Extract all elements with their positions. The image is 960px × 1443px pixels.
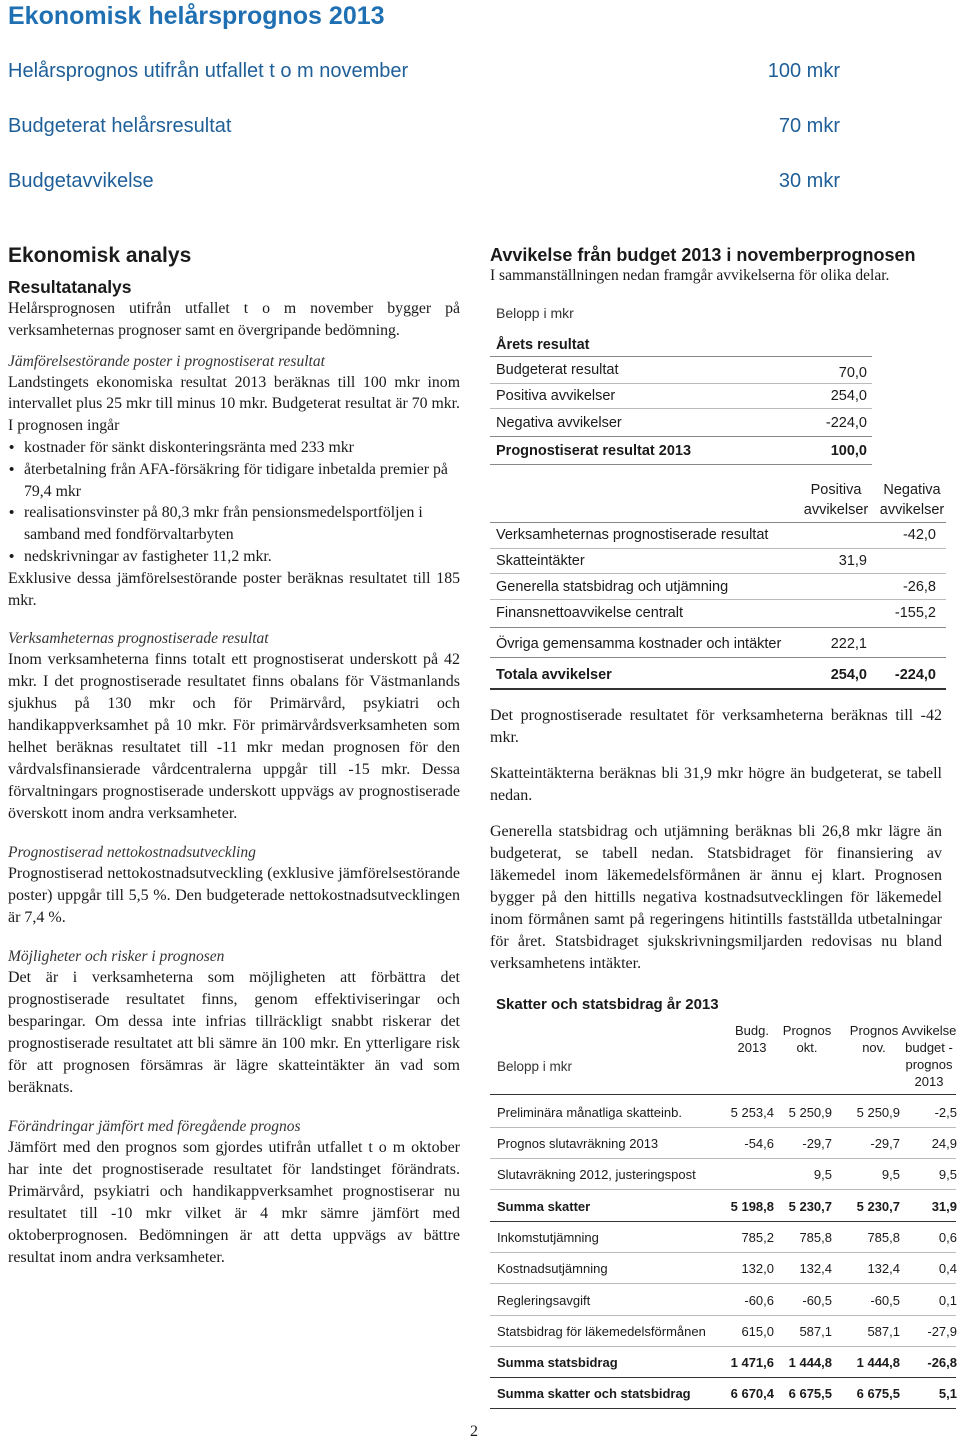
table-cell: 5 230,7 (788, 1199, 832, 1214)
divider (490, 383, 872, 384)
table-cell: 5,1 (938, 1386, 957, 1401)
table-row-label: Verksamheternas prognostiserade resultat (496, 527, 769, 543)
divider (490, 1346, 956, 1347)
paragraph: Generella statsbidrag och utjämning beräknas bli 26,8 mkr lägre än budgeterat, se tabell nedan. Statsbidraget för finansiering av läkemedel inom läkemedelsförmånen är ännu ej klart. Prognosen bygger på den hittills negativa kostnadsutvecklingen för läkemedel inom förmånen samt på regeringens hitintills fastställda utbetalningar för året. Statsbidraget sjukskrivningsmiljarden redovisas nu bland verksamhetens intäkter. (490, 823, 942, 972)
table-cell: 31,9 (838, 553, 867, 569)
list-item: • nedskrivningar av fastigheter 11,2 mkr. (24, 546, 460, 568)
section-title: Förändringar jämfört med föregående prognos (8, 1118, 301, 1136)
table-section-title: Årets resultat (496, 337, 590, 353)
divider (490, 1189, 956, 1190)
table-cell: -224,0 (894, 667, 936, 683)
list-item: • realisationsvinster på 80,3 mkr från pensionsmedelsportföljen i samband med fondförvaltarbyten (24, 502, 460, 546)
divider (490, 522, 946, 523)
section-heading: Ekonomisk analys (8, 244, 192, 267)
table-cell: -29,7 (802, 1136, 832, 1151)
column-header: Positiva avvikelser (803, 482, 869, 518)
divider (490, 408, 872, 409)
table-cell: -27,9 (927, 1324, 957, 1339)
page-title: Ekonomisk helårsprognos 2013 (8, 2, 385, 30)
table-cell: 222,1 (830, 636, 867, 652)
divider (490, 464, 872, 465)
section-title: Verksamheternas prognostiserade resultat (8, 630, 269, 648)
table-cell: 132,4 (799, 1261, 832, 1276)
table-row-label: Preliminära månatliga skatteinb. (497, 1105, 682, 1120)
section-heading: Avvikelse från budget 2013 i novemberprognosen (490, 245, 916, 265)
table-cell: 785,8 (799, 1230, 832, 1245)
intro-paragraph: Helårsprognosen utifrån utfallet t o m november bygger på verksamheternas prognoser samt en övergripande bedömning. (8, 300, 460, 339)
column-header: Prognos okt. (782, 1023, 832, 1055)
table-cell: 100,0 (830, 443, 867, 459)
column-header: Budg. 2013 (735, 1023, 769, 1055)
section-title: Jämförelsestörande poster i prognostiserat resultat (8, 352, 325, 370)
table-cell: 587,1 (799, 1324, 832, 1339)
table-cell: 6 670,4 (730, 1386, 774, 1401)
unit-label: Belopp i mkr (497, 1059, 573, 1074)
paragraph: Landstingets ekonomiska resultat 2013 beräknas till 100 mkr inom intervallet plus 25 mkr till minus 10 mkr. Budgeterat resultat är 70 mkr. I prognosen ingår (8, 373, 460, 435)
paragraph: Skatteintäkterna beräknas bli 31,9 mkr högre än budgeterat, se tabell nedan. (490, 765, 942, 804)
table-row-label: Generella statsbidrag och utjämning (496, 579, 729, 595)
table-cell: -60,5 (870, 1293, 900, 1308)
key-figure-label: Budgeterat helårsresultat (8, 115, 232, 137)
table-row-label: Slutavräkning 2012, justeringspost (497, 1167, 696, 1182)
table-cell: 254,0 (830, 388, 867, 404)
table-row-label: Övriga gemensamma kostnader och intäkter (496, 636, 782, 652)
table-cell: -54,6 (744, 1136, 774, 1151)
divider (490, 688, 946, 690)
bullet-list (8, 437, 460, 568)
paragraph: Prognostiserad nettokostnadsutveckling (exklusive jämförelsestörande poster) uppgår till 5,5 %. Den budgeterade nettokostnadsutvecklingen är 7,4 %. (8, 865, 460, 927)
divider (490, 1283, 956, 1284)
table-cell: -155,2 (894, 605, 936, 621)
table-cell: 0,4 (938, 1261, 957, 1276)
divider (490, 599, 946, 600)
table-row-label: Totala avvikelser (496, 667, 612, 683)
table-cell: 9,5 (938, 1167, 957, 1182)
table-row-label: Summa skatter (497, 1199, 591, 1214)
table-cell: 5 250,9 (788, 1105, 832, 1120)
divider (490, 548, 946, 549)
table-cell: -26,8 (902, 579, 936, 595)
list-item: • återbetalning från AFA-försäkring för tidigare inbetalda premier på 79,4 mkr (24, 459, 460, 503)
key-figure-label: Helårsprognos utifrån utfallet t o m november (8, 60, 409, 82)
divider (490, 573, 946, 574)
table-cell: 785,2 (741, 1230, 774, 1245)
table-cell: 254,0 (830, 667, 867, 683)
table-title: Skatter och statsbidrag år 2013 (496, 996, 719, 1013)
unit-label: Belopp i mkr (496, 305, 574, 321)
table-cell: 5 230,7 (856, 1199, 900, 1214)
subsection-heading: Resultatanalys (8, 277, 132, 297)
list-item: • kostnader för sänkt diskonteringsränta med 233 mkr (24, 437, 460, 459)
table-cell: 1 471,6 (730, 1355, 774, 1370)
section-title: Möjligheter och risker i prognosen (8, 948, 225, 966)
table-cell: 24,9 (931, 1136, 957, 1151)
right-column (490, 244, 948, 286)
table-row-label: Prognos slutavräkning 2013 (497, 1136, 659, 1151)
key-figure-label: Budgetavvikelse (8, 170, 154, 192)
right-text (490, 705, 942, 975)
divider (490, 1158, 956, 1159)
table-cell: 5 198,8 (730, 1199, 774, 1214)
table-cell: -60,5 (802, 1293, 832, 1308)
key-figure-value: 70 mkr (778, 115, 840, 137)
paragraph: Det prognostiserade resultatet för verksamheterna beräknas till -42 mkr. (490, 707, 942, 746)
table-cell: -2,5 (934, 1105, 957, 1120)
column-header: Negativa avvikelser (879, 482, 945, 518)
table-row-label: Summa statsbidrag (497, 1355, 618, 1370)
table-cell: 132,4 (867, 1261, 900, 1276)
table-cell: 0,6 (938, 1230, 957, 1245)
table-cell: 132,0 (741, 1261, 774, 1276)
table-row-label: Inkomstutjämning (497, 1230, 599, 1245)
table-cell: 9,5 (813, 1167, 832, 1182)
divider (490, 1377, 956, 1378)
left-column (8, 244, 460, 1269)
column-header: Avvikelse budget - prognos 2013 (901, 1023, 957, 1089)
divider (490, 1127, 956, 1128)
table-cell: 6 675,5 (856, 1386, 900, 1401)
divider (490, 627, 946, 628)
table-cell: 31,9 (931, 1199, 957, 1214)
page-number: 2 (470, 1423, 478, 1440)
table-cell: 1 444,8 (856, 1355, 900, 1370)
paragraph: Det är i verksamheterna som möjligheten att förbättra det prognostiserade resultatet finns, genom effektiviseringar och besparingar. Om dessa inte infrias tillräckligt snabbt riskerar det prognostiserade resultatet att bli sämre än 100 mkr. En ytterligare risk för att prognosen försämras är lägre skatteintäkter än vad som beräknats. (8, 969, 460, 1097)
paragraph: Exklusive dessa jämförelsestörande poster beräknas resultatet till 185 mkr. (8, 569, 460, 609)
table-row-label: Summa skatter och statsbidrag (497, 1386, 691, 1401)
divider (490, 436, 872, 437)
table-row-label: Skatteintäkter (496, 553, 585, 569)
divider (490, 1221, 956, 1222)
key-figure-value: 30 mkr (778, 170, 840, 192)
table-cell: 615,0 (741, 1324, 774, 1339)
divider (490, 1252, 956, 1253)
section-title: Prognostiserad nettokostnadsutveckling (8, 844, 256, 862)
divider (490, 1408, 956, 1409)
divider (490, 356, 872, 357)
paragraph: Inom verksamheterna finns totalt ett prognostiserat underskott på 42 mkr. I det prognostiserade resultatet finns obalans för Västmanlands sjukhus på 130 mkr och för Primärvård, psykiatri och handikappverksamhet på 10 mkr. För primärvårdsverksamheten som helhet beräknas resultatet till -11 mkr medan prognosen för den vårdvalsfinansierade vårdcentralerna uppgår till -15 mkr. Dessa förvaltningars prognostiserade underskott uppvägs av prognostiserade överskott inom andra verksamheter. (8, 651, 460, 823)
table-cell: -26,8 (927, 1355, 957, 1370)
divider (490, 1094, 956, 1095)
table-row-label: Regleringsavgift (497, 1293, 591, 1308)
column-header: Prognos nov. (849, 1023, 899, 1055)
table-row-label: Positiva avvikelser (496, 388, 616, 404)
table-row-label: Finansnettoavvikelse centralt (496, 605, 683, 621)
table-row-label: Prognostiserat resultat 2013 (496, 443, 692, 459)
table-row-label: Negativa avvikelser (496, 415, 622, 431)
table-row-label: Budgeterat resultat (496, 362, 619, 378)
table-cell: 785,8 (867, 1230, 900, 1245)
intro-paragraph: I sammanställningen nedan framgår avvikelserna för olika delar. (490, 267, 890, 284)
key-figure-value: 100 mkr (767, 60, 840, 82)
table-cell: 587,1 (867, 1324, 900, 1339)
paragraph: Jämfört med den prognos som gjordes utifrån utfallet t o m oktober har inte det prognostiserade resultatet för landstinget förändrats. Primärvård, psykiatri och handikappverksamhet prognostiserar nu resultatet till -10 mkr vilket är 4 mkr sämre jämfört med oktoberprognosen. Bedömningen är att detta uppvägs av bättre resultat inom andra verksamheter. (8, 1139, 460, 1267)
divider (490, 657, 946, 658)
table-cell: 5 253,4 (730, 1105, 774, 1120)
table-cell: -60,6 (744, 1293, 774, 1308)
table-cell: 9,5 (881, 1167, 900, 1182)
table-cell: -224,0 (825, 415, 867, 431)
table-cell: 6 675,5 (788, 1386, 832, 1401)
table-cell: 0,1 (938, 1293, 957, 1308)
divider (490, 1315, 956, 1316)
table-cell: 5 250,9 (856, 1105, 900, 1120)
table-row-label: Kostnadsutjämning (497, 1261, 608, 1276)
table-cell: 1 444,8 (788, 1355, 832, 1370)
table-row-label: Statsbidrag för läkemedelsförmånen (497, 1324, 706, 1339)
table-cell: -42,0 (902, 527, 936, 543)
table-cell: -29,7 (870, 1136, 900, 1151)
table-cell: 70,0 (838, 365, 867, 381)
